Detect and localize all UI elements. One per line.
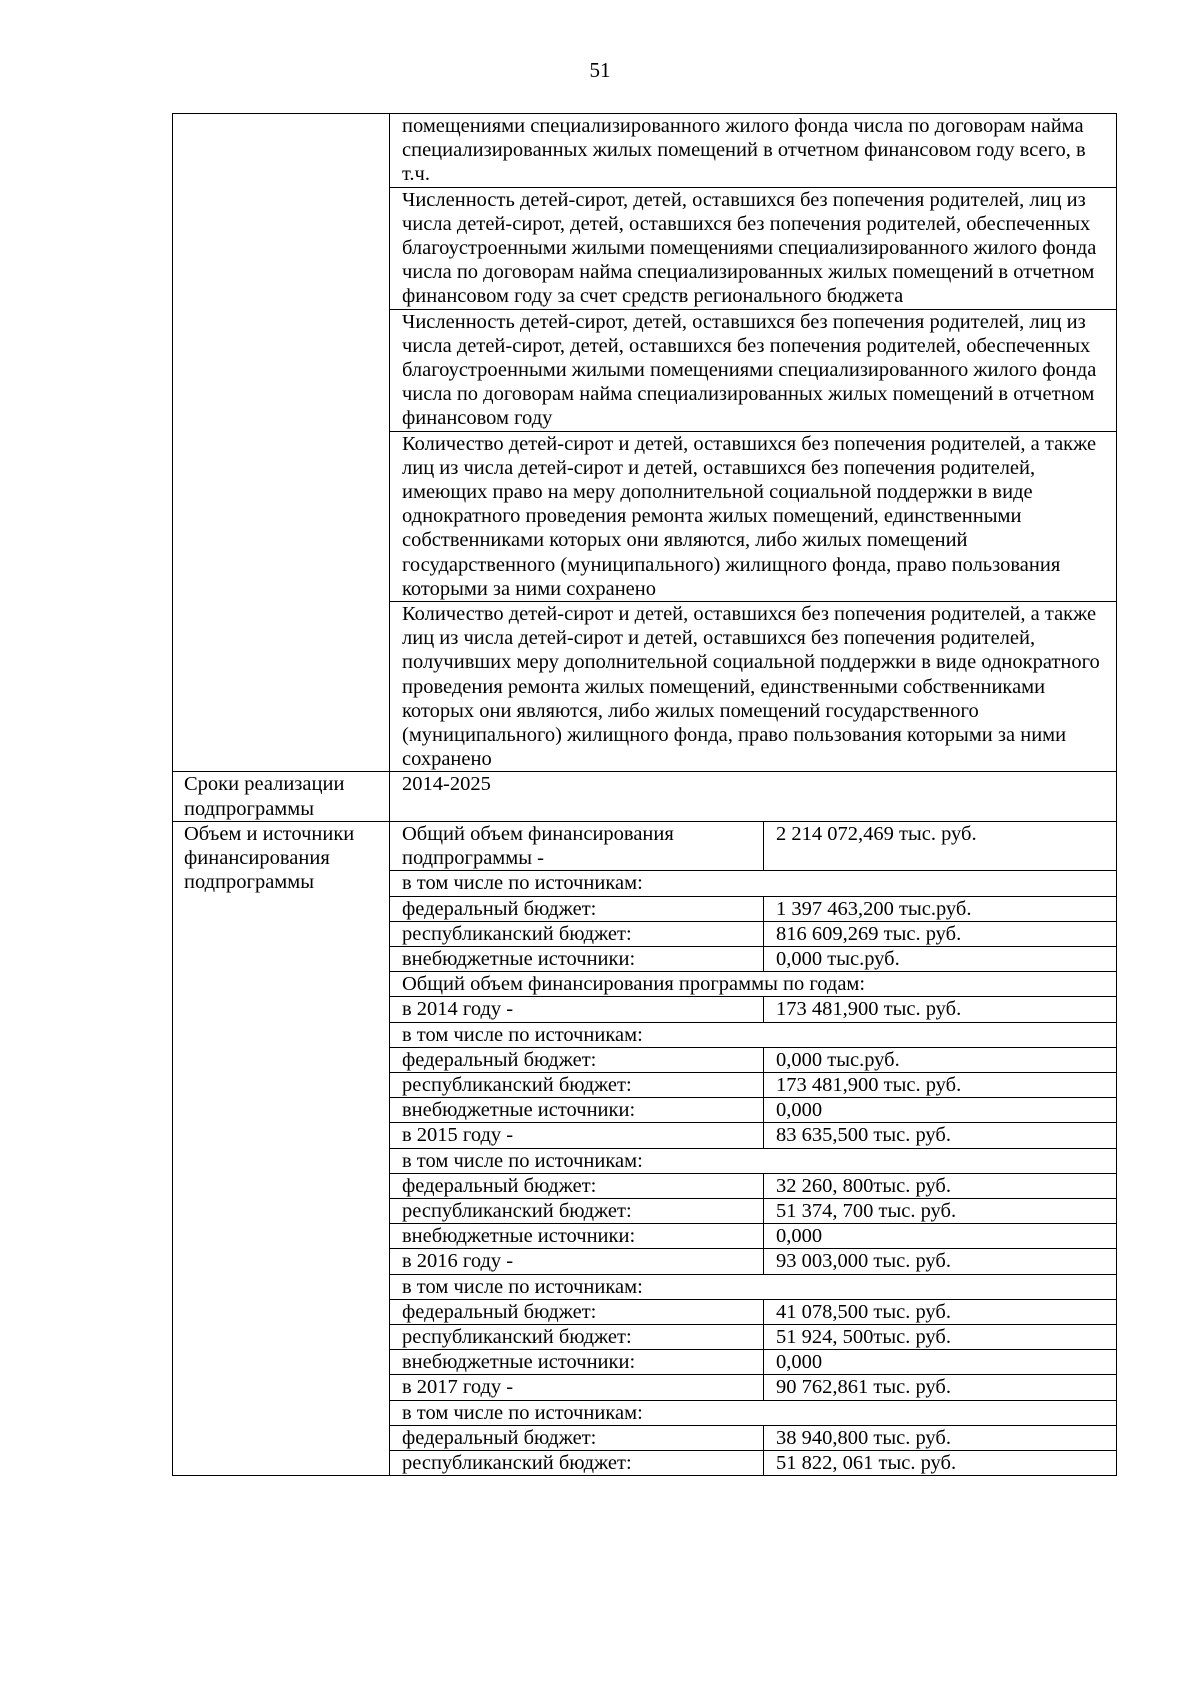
source-label: федеральный бюджет: xyxy=(390,1173,764,1198)
source-value: 38 940,800 тыс. руб. xyxy=(764,1425,1117,1450)
year-label: в 2017 году - xyxy=(390,1375,764,1400)
sources-caption: в том числе по источникам: xyxy=(390,1148,1117,1173)
indicator-row xyxy=(173,114,1117,188)
source-label: республиканский бюджет: xyxy=(390,1450,764,1475)
year-value: 173 481,900 тыс. руб. xyxy=(764,997,1117,1022)
source-label: республиканский бюджет: xyxy=(390,1072,764,1097)
source-value: 816 609,269 тыс. руб. xyxy=(764,921,1117,946)
year-value: 90 762,861 тыс. руб. xyxy=(764,1375,1117,1400)
terms-value: 2014-2025 xyxy=(390,772,1117,821)
indicator-text: Количество детей-сирот и детей, оставшихся без попечения родителей, а также лиц из числа детей-сирот и детей, оставшихся без попечения родителей, имеющих право на меру дополнительной социальной поддержки в виде однократного проведения ремонта жилых помещений, единственными собственниками которых они являются, либо жилых помещений государственного (муниципального) жилищного фонда, право пользования которыми за ними сохранено xyxy=(390,431,1117,601)
sources-caption: в том числе по источникам: xyxy=(390,1274,1117,1299)
indicator-text: Количество детей-сирот и детей, оставшихся без попечения родителей, а также лиц из числа детей-сирот и детей, оставшихся без попечения родителей, получивших меру дополнительной социальной поддержки в виде однократного проведения ремонта жилых помещений, единственными собственниками которых они являются, либо жилых помещений государственного (муниципального) жилищного фонда, право пользования которыми за ними сохранено xyxy=(390,602,1117,772)
source-value: 51 822, 061 тыс. руб. xyxy=(764,1450,1117,1475)
source-value: 41 078,500 тыс. руб. xyxy=(764,1299,1117,1324)
year-label: в 2015 году - xyxy=(390,1123,764,1148)
financing-total-row xyxy=(173,821,1117,870)
source-value: 0,000 тыс.руб. xyxy=(764,1047,1117,1072)
indicators-label-cell xyxy=(173,114,390,772)
subprogram-passport-table xyxy=(172,113,1117,1476)
terms-row xyxy=(173,772,1117,821)
source-value: 51 374, 700 тыс. руб. xyxy=(764,1198,1117,1223)
indicator-text: Численность детей-сирот, детей, оставшихся без попечения родителей, лиц из числа детей-сирот, детей, оставшихся без попечения родителей, обеспеченных благоустроенными жилыми помещениями специализированного жилого фонда числа по договорам найма специализированных жилых помещений в отчетном финансовом году xyxy=(390,309,1117,431)
years-caption: Общий объем финансирования программы по годам: xyxy=(390,972,1117,997)
source-label: республиканский бюджет: xyxy=(390,921,764,946)
indicator-text: помещениями специализированного жилого фонда числа по договорам найма специализированных жилых помещений в отчетном финансовом году всего, в т.ч. xyxy=(390,114,1117,188)
source-label: внебюджетные источники: xyxy=(390,946,764,971)
source-value: 173 481,900 тыс. руб. xyxy=(764,1072,1117,1097)
source-label: республиканский бюджет: xyxy=(390,1198,764,1223)
source-label: федеральный бюджет: xyxy=(390,1047,764,1072)
source-label: внебюджетные источники: xyxy=(390,1098,764,1123)
source-value: 0,000 xyxy=(764,1350,1117,1375)
sources-caption: в том числе по источникам: xyxy=(390,871,1117,896)
sources-caption: в том числе по источникам: xyxy=(390,1400,1117,1425)
year-value: 83 635,500 тыс. руб. xyxy=(764,1123,1117,1148)
source-value: 0,000 тыс.руб. xyxy=(764,946,1117,971)
year-label: в 2014 году - xyxy=(390,997,764,1022)
source-value: 32 260, 800тыс. руб. xyxy=(764,1173,1117,1198)
total-label: Общий объем финансирования подпрограммы - xyxy=(390,821,764,870)
terms-label: Сроки реализации подпрограммы xyxy=(173,772,390,821)
financing-label: Объем и источники финансирования подпрограммы xyxy=(173,821,390,1475)
source-value: 0,000 xyxy=(764,1224,1117,1249)
source-label: федеральный бюджет: xyxy=(390,896,764,921)
sources-caption: в том числе по источникам: xyxy=(390,1022,1117,1047)
source-label: республиканский бюджет: xyxy=(390,1324,764,1349)
source-value: 51 924, 500тыс. руб. xyxy=(764,1324,1117,1349)
source-label: внебюджетные источники: xyxy=(390,1224,764,1249)
source-label: внебюджетные источники: xyxy=(390,1350,764,1375)
source-label: федеральный бюджет: xyxy=(390,1425,764,1450)
source-value: 1 397 463,200 тыс.руб. xyxy=(764,896,1117,921)
total-value: 2 214 072,469 тыс. руб. xyxy=(764,821,1117,870)
year-value: 93 003,000 тыс. руб. xyxy=(764,1249,1117,1274)
year-label: в 2016 году - xyxy=(390,1249,764,1274)
page-number: 51 xyxy=(589,58,611,82)
source-label: федеральный бюджет: xyxy=(390,1299,764,1324)
indicator-text: Численность детей-сирот, детей, оставшихся без попечения родителей, лиц из числа детей-сирот, детей, оставшихся без попечения родителей, обеспеченных благоустроенными жилыми помещениями специализированного жилого фонда числа по договорам найма специализированных жилых помещений в отчетном финансовом году за счет средств регионального бюджета xyxy=(390,187,1117,309)
source-value: 0,000 xyxy=(764,1098,1117,1123)
